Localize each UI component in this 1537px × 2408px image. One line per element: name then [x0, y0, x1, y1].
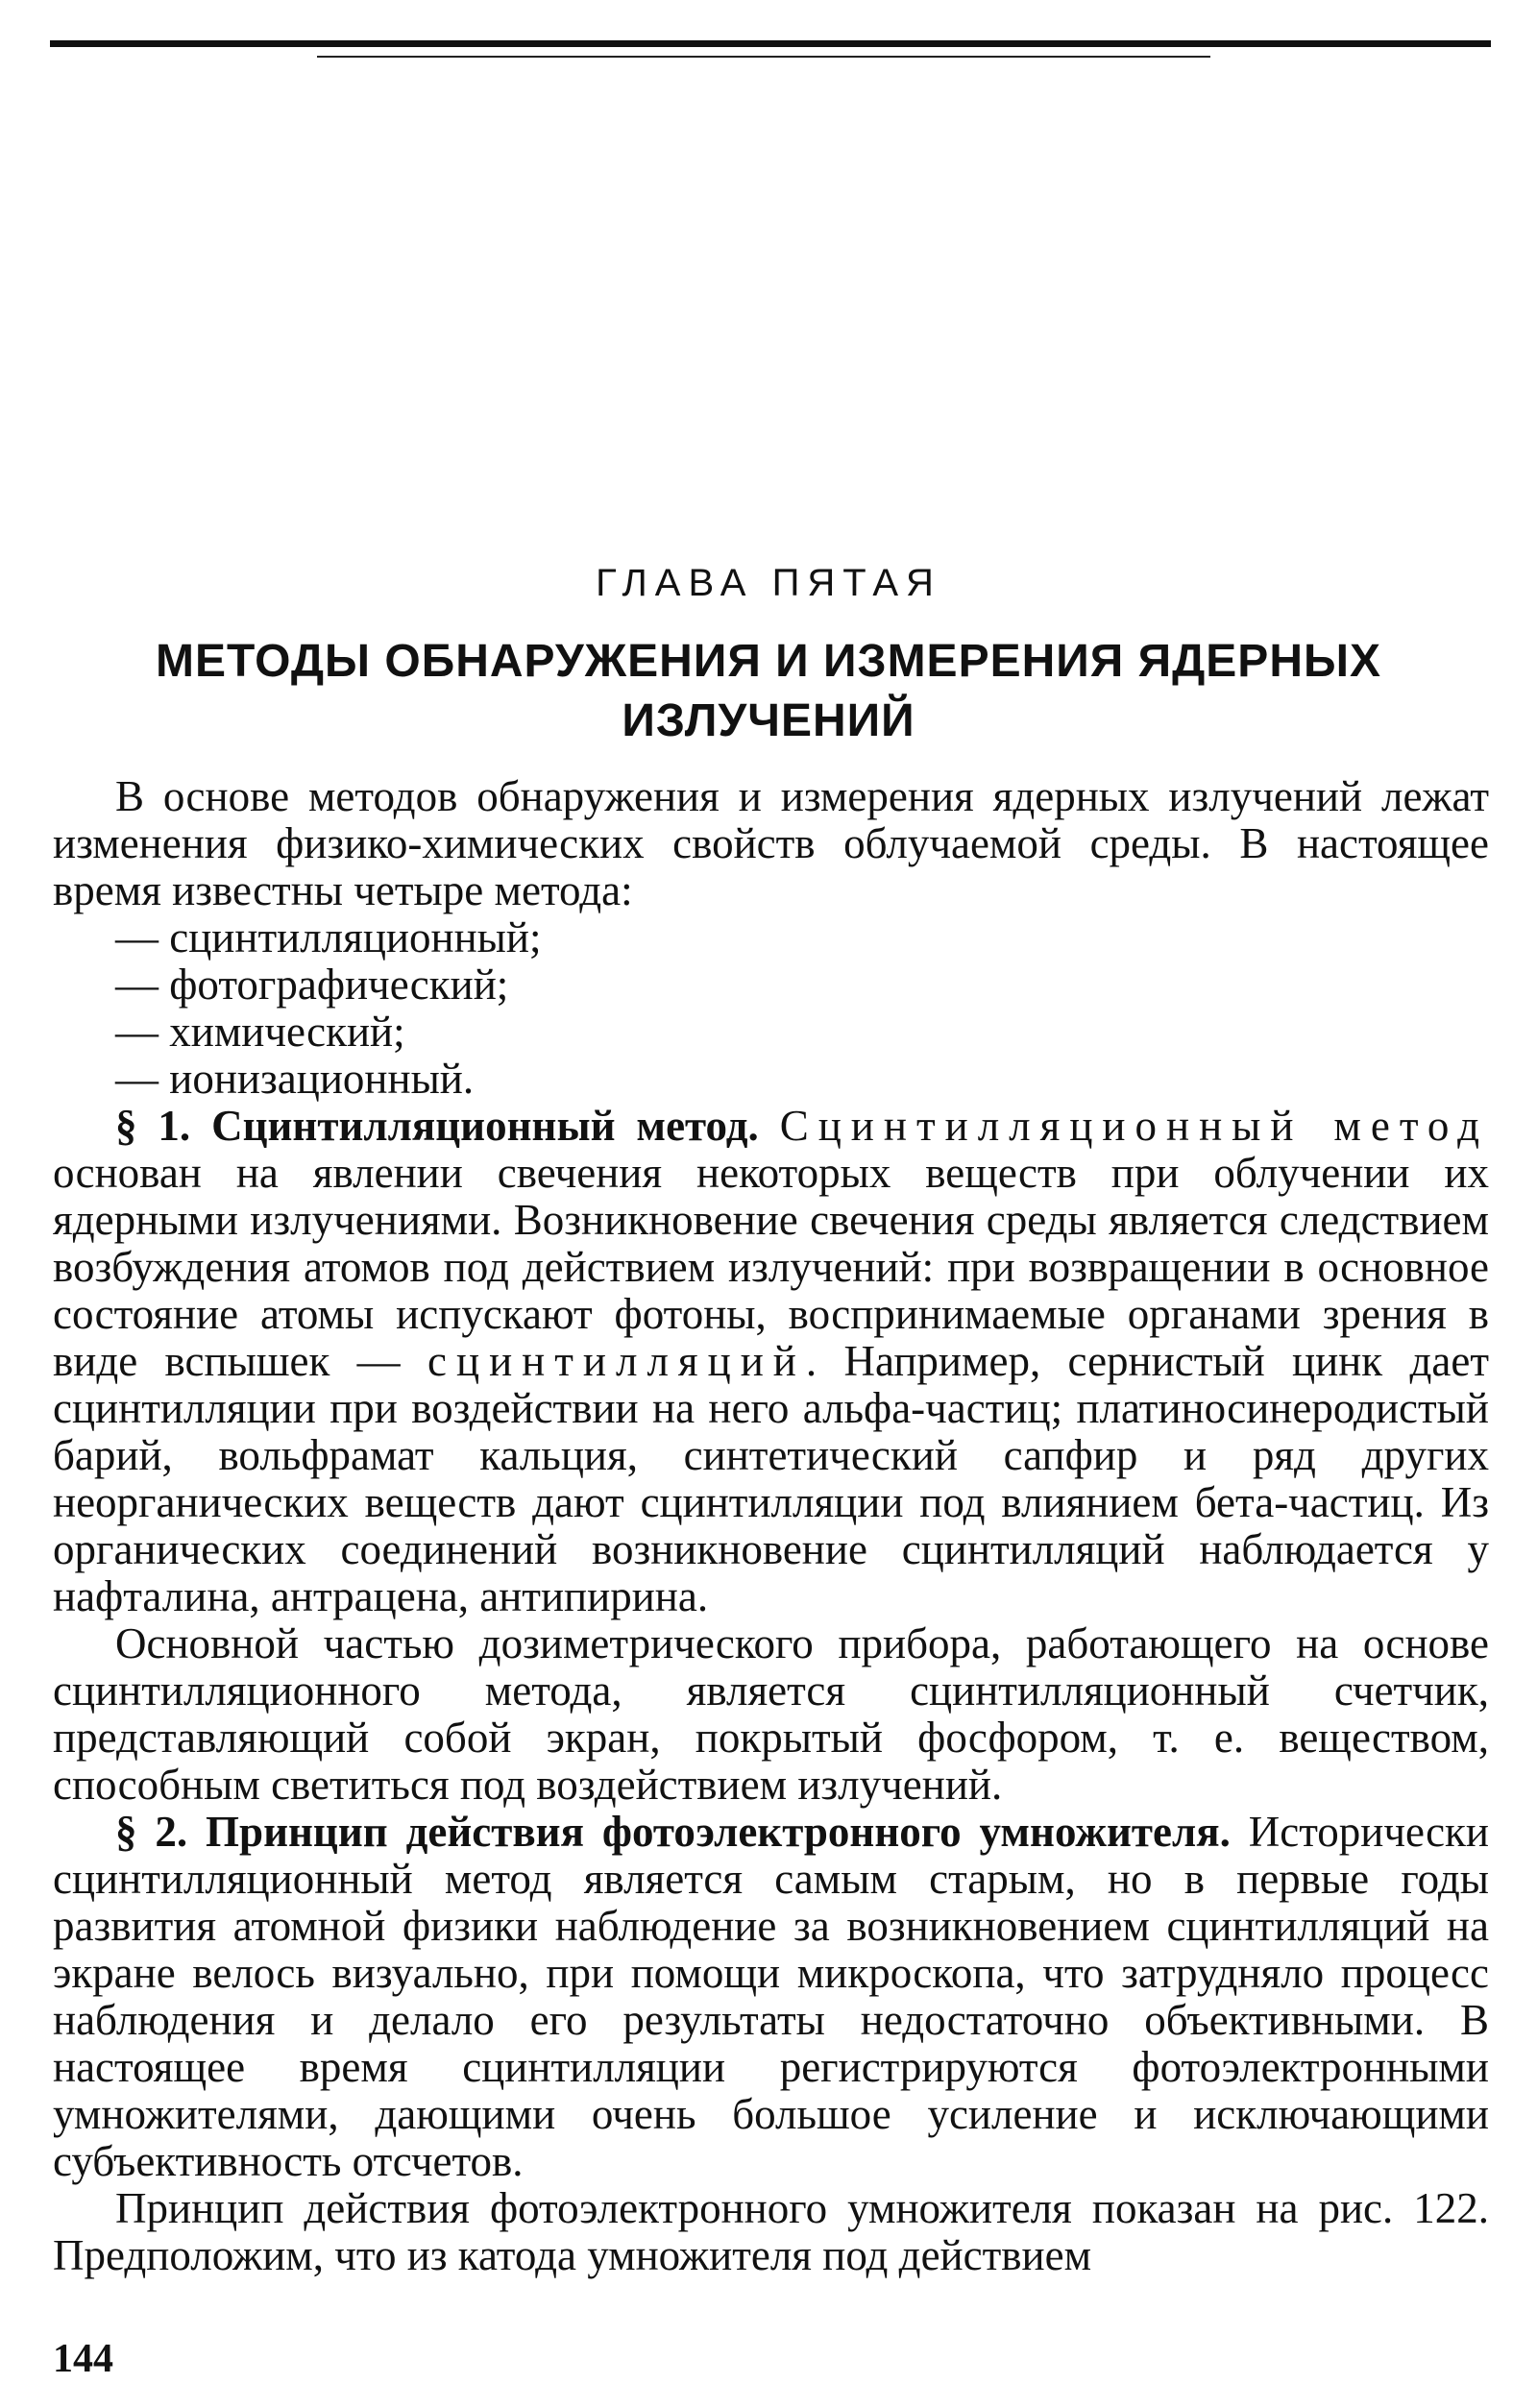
chapter-title-line-2: ИЗЛУЧЕНИЙ: [622, 695, 915, 746]
section-1-paragraph-2: Основной частью дозиметрического прибора, работающего на основе сцинтилляционного метода, является сцинтилляционный счетчик, представляющий собой экран, покрытый фосфором, т. е. веществом, способным светиться под воздействием излучений.: [53, 1619, 1489, 1809]
section-1-term-2: сцинтилляций: [427, 1337, 806, 1385]
top-rule-thin: [317, 56, 1210, 58]
section-1-text-a: основан на явлении свечения некоторых веществ при облучении их ядерными излучениями. Возникновение свечения среды является следствием возбуждения атомов под действием излучений: при возвращении в основное состояние атомы испускают фотоны, воспринимаемые органами зрения в виде вспышек —: [53, 1149, 1489, 1385]
method-list-item: — ионизационный.: [115, 1055, 475, 1103]
body-text: [53, 773, 1489, 2279]
section-1-term: Сцинтилляционный метод: [779, 1102, 1490, 1150]
section-1-paragraph: [53, 1103, 1489, 1620]
chapter-title: [115, 632, 1422, 751]
method-list-item: — химический;: [115, 1008, 405, 1056]
section-2-heading: § 2. Принцип действия фотоэлектронного умножителя.: [115, 1808, 1231, 1856]
section-2-paragraph: [53, 1809, 1489, 2185]
top-rule: [50, 40, 1491, 47]
intro-paragraph: В основе методов обнаружения и измерения ядерных излучений лежат изменения физико-химических свойств облучаемой среды. В настоящее время известны четыре метода:: [53, 772, 1489, 914]
method-list-item: — сцинтилляционный;: [115, 913, 542, 961]
method-list-item: — фотографический;: [115, 961, 509, 1009]
section-2-paragraph-2: Принцип действия фотоэлектронного умножителя показан на рис. 122. Предположим, что из катода умножителя под действием: [53, 2184, 1489, 2279]
section-1-heading: § 1. Сцинтилляционный метод.: [115, 1102, 759, 1150]
chapter-title-line-1: МЕТОДЫ ОБНАРУЖЕНИЯ И ИЗМЕРЕНИЯ ЯДЕРНЫХ: [156, 636, 1381, 687]
page-number: 144: [53, 2337, 113, 2381]
section-1-text-b: . Например, сернистый цинк дает сцинтилляции при воздействии на него альфа-частиц; платиносинеродистый барий, вольфрамат кальция, синтетический сапфир и ряд других неорганических веществ дают сцинтилляции под влиянием бета-частиц. Из органических соединений возникновение сцинтилляций наблюдается у нафталина, антрацена, антипирина.: [53, 1337, 1489, 1620]
section-2-text: Исторически сцинтилляционный метод является самым старым, но в первые годы развития атомной физики наблюдение за возникновением сцинтилляций на экране велось визуально, при помощи микроскопа, что затрудняло процесс наблюдения и делало его результаты недостаточно объективными. В настоящее время сцинтилляции регистрируются фотоэлектронными умножителями, дающими очень большое усиление и исключающими субъективность отсчетов.: [53, 1808, 1489, 2185]
chapter-label: ГЛАВА ПЯТАЯ: [596, 562, 941, 604]
